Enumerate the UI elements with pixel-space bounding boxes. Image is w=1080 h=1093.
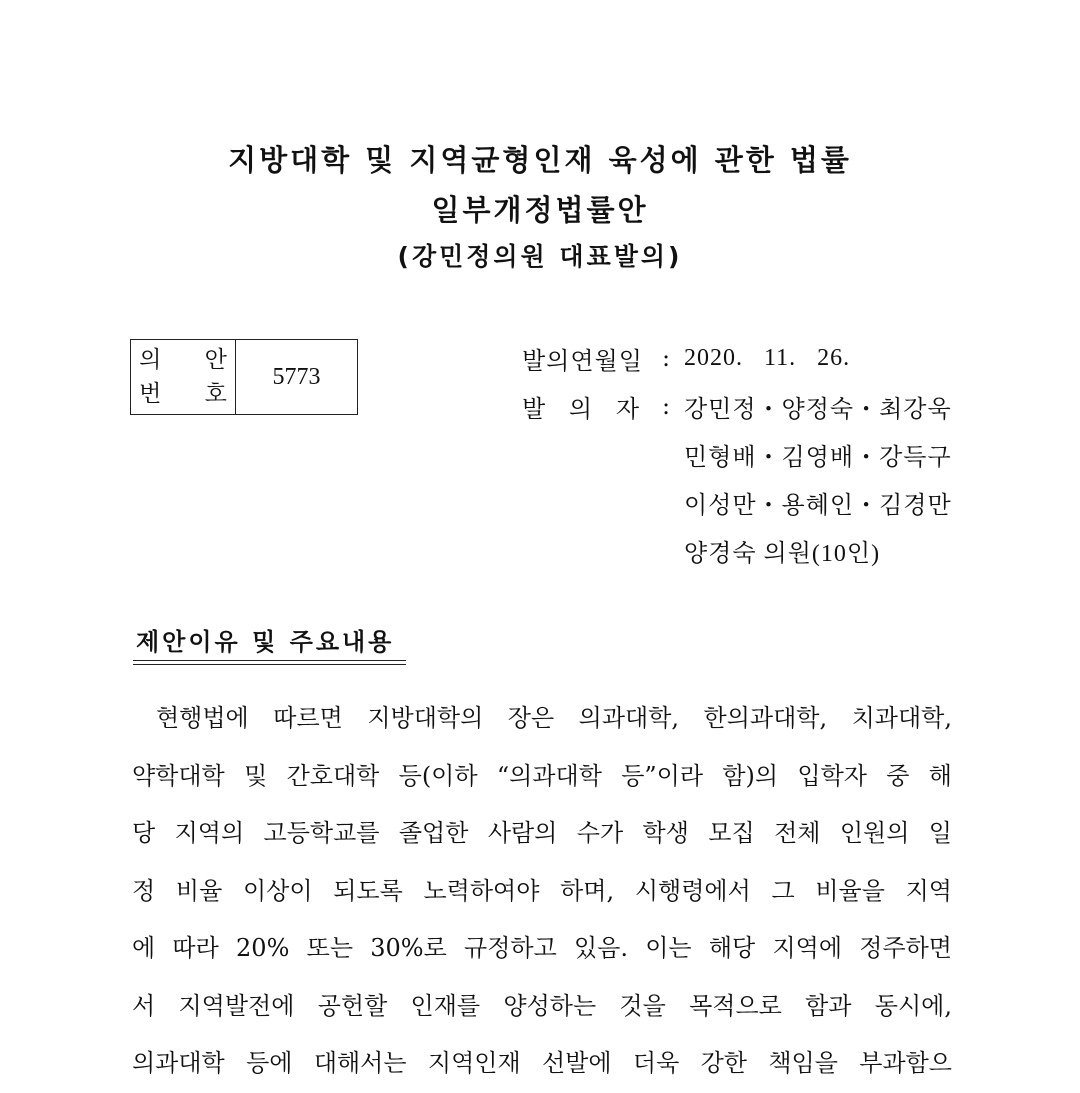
- proposer-label-char-2: 의: [568, 394, 594, 423]
- proposal-date-colon: :: [662, 344, 671, 372]
- section-underline-top: [133, 660, 406, 661]
- body-line-5: 에 따라 20% 또는 30%로 규정하고 있음. 이는 해당 지역에 정주하면: [132, 934, 952, 962]
- proposal-date-value: 2020. 11. 26.: [684, 344, 851, 371]
- proposer-line-4: 양경숙 의원(10인): [684, 540, 881, 567]
- body-line-1: 현행법에 따르면 지방대학의 장은 의과대학, 한의과대학, 치과대학,: [156, 704, 952, 732]
- bill-number-value: 5773: [272, 363, 321, 390]
- body-paragraph: [132, 690, 952, 1093]
- body-line-4: 정 비율 이상이 되도록 노력하여야 하며, 시행령에서 그 비율을 지역: [132, 876, 952, 905]
- bill-number-box: [130, 339, 358, 415]
- title-line-3: (강민정의원 대표발의): [397, 242, 683, 271]
- body-line-7: 의과대학 등에 대해서는 지역인재 선발에 더욱 강한 책임을 부과함으: [132, 1049, 952, 1077]
- proposer-label-char-1: 발: [522, 394, 547, 423]
- bill-number-label-top: 의 안: [139, 347, 245, 373]
- proposer-line-1: 강민정・양정숙・최강욱: [684, 396, 952, 423]
- section-underline-bottom: [133, 664, 406, 665]
- proposer-list: [684, 382, 952, 574]
- body-line-6: 서 지역발전에 공헌할 인재를 양성하는 것을 목적으로 함과 동시에,: [132, 991, 952, 1020]
- bill-number-label-bottom: 번 호: [139, 381, 245, 407]
- body-line-3: 당 지역의 고등학교를 졸업한 사람의 수가 학생 모집 전체 인원의 일: [132, 819, 952, 847]
- section-heading: 제안이유 및 주요내용: [136, 628, 395, 656]
- proposer-line-2: 민형배・김영배・강득구: [684, 444, 952, 471]
- body-line-2: 약학대학 및 간호대학 등(이하 “의과대학 등”이라 함)의 입학자 중 해: [132, 761, 952, 790]
- proposer-line-3: 이성만・용혜인・김경만: [684, 492, 952, 519]
- bill-number-label: [131, 340, 245, 414]
- proposal-date-row: [522, 334, 850, 382]
- title-line-2: 일부개정법률안: [431, 193, 649, 227]
- document-title: [0, 135, 1080, 279]
- proposer-label: [522, 389, 640, 424]
- title-line-1: 지방대학 및 지역균형인재 육성에 관한 법률: [228, 143, 852, 177]
- proposer-label-char-3: 자: [615, 394, 640, 423]
- proposal-date-label: 발의연월일: [522, 346, 643, 375]
- proposer-colon: :: [662, 392, 671, 420]
